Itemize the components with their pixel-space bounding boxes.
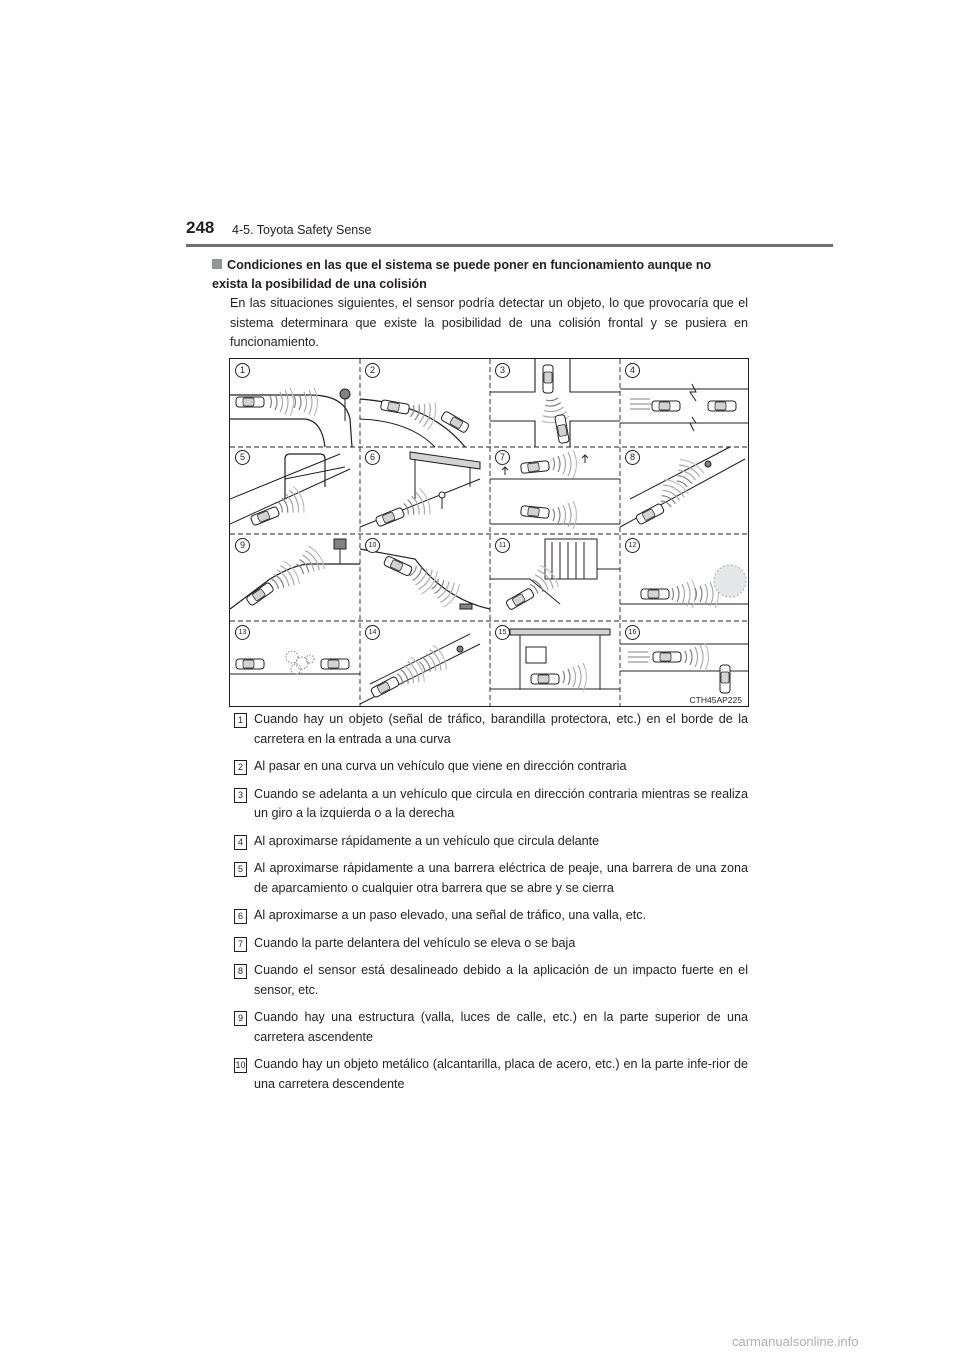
item-text: Al aproximarse a un paso elevado, una señal de tráfico, una valla, etc.	[254, 908, 647, 922]
panel-number-3: 3	[495, 363, 510, 378]
list-item	[234, 859, 748, 898]
item-number-badge: 8	[234, 964, 247, 979]
panel-number-9: 9	[235, 538, 250, 553]
item-text: Cuando hay un objeto (señal de tráfico, barandilla protectora, etc.) en el borde de la carretera en la entrada a una curva	[254, 712, 748, 746]
list-item	[234, 757, 748, 777]
panel-number-15: 15	[495, 625, 510, 640]
item-text: Cuando el sensor está desalineado debido a la aplicación de un impacto fuerte en el sensor, etc.	[254, 963, 748, 997]
item-number-badge: 10	[234, 1058, 247, 1073]
panel-number-12: 12	[625, 538, 640, 553]
panel-12-drawing	[620, 565, 749, 608]
item-number-badge: 1	[234, 713, 247, 728]
panel-number-16: 16	[625, 625, 640, 640]
panel-number-8: 8	[625, 450, 640, 465]
list-item	[234, 961, 748, 1000]
list-item	[234, 785, 748, 824]
item-number-badge: 6	[234, 909, 247, 924]
item-number-badge: 4	[234, 835, 247, 850]
list-item	[234, 710, 748, 749]
item-number-badge: 2	[234, 760, 247, 775]
square-bullet-icon	[212, 259, 222, 269]
panel-7-drawing	[490, 450, 620, 529]
panel-number-6: 6	[365, 450, 380, 465]
item-text: Al aproximarse rápidamente a una barrera eléctrica de peaje, una barrera de una zona de aparcamiento o cualquier otra barrera que se abre y se cierra	[254, 861, 748, 895]
list-item	[234, 906, 748, 926]
panel-11-drawing	[490, 539, 620, 610]
section-heading	[212, 256, 748, 294]
panel-1-drawing	[230, 388, 352, 447]
panel-number-14: 14	[365, 625, 380, 640]
panel-4-drawing	[620, 384, 749, 431]
panel-2-drawing	[360, 397, 470, 447]
list-item	[234, 934, 748, 954]
header-rule	[186, 244, 833, 247]
item-text: Cuando hay una estructura (valla, luces de calle, etc.) en la parte superior de una carretera ascendente	[254, 1010, 748, 1044]
list-item	[234, 832, 748, 852]
panel-number-1: 1	[235, 363, 250, 378]
item-text: Cuando la parte delantera del vehículo se eleva o se baja	[254, 935, 576, 950]
panel-number-2: 2	[365, 363, 380, 378]
list-item	[234, 1008, 748, 1047]
situation-list	[234, 710, 748, 1102]
panel-number-13: 13	[235, 625, 250, 640]
list-item	[234, 1055, 748, 1094]
item-number-badge: 7	[234, 937, 247, 952]
panel-14-drawing	[360, 634, 480, 704]
panel-15-drawing	[490, 629, 620, 691]
page-number: 248	[186, 218, 215, 237]
section-title: 4-5. Toyota Safety Sense	[232, 223, 372, 237]
panel-number-4: 4	[625, 363, 640, 378]
section-heading-text: Condiciones en las que el sistema se puede poner en funcionamiento aunque no exista la posibilidad de una colisión	[212, 258, 712, 291]
figure-code: CTH45AP225	[689, 695, 742, 705]
illustration-figure	[229, 358, 749, 707]
intro-paragraph: En las situaciones siguientes, el sensor podría detectar un objeto, lo que provocaría que el sistema determinara que existe la posibilidad de una colisión frontal y se pusiera en funcionamiento.	[230, 296, 748, 349]
panel-5-drawing	[230, 454, 350, 526]
panel-10-drawing	[360, 549, 490, 609]
panel-number-5: 5	[235, 450, 250, 465]
item-number-badge: 3	[234, 788, 247, 803]
item-number-badge: 5	[234, 862, 247, 877]
panel-9-drawing	[230, 539, 360, 609]
watermark: carmanualsonline.info	[732, 1334, 859, 1349]
item-text: Cuando hay un objeto metálico (alcantarilla, placa de acero, etc.) en la parte infe-rior de una carretera descendente	[254, 1057, 748, 1091]
panel-number-7: 7	[495, 450, 510, 465]
panel-16-drawing	[620, 643, 749, 693]
panel-13-drawing	[230, 651, 360, 674]
panel-number-11: 11	[495, 538, 510, 553]
item-text: Cuando se adelanta a un vehículo que circula en dirección contraria mientras se realiza un giro a la izquierda o a la derecha	[254, 786, 748, 820]
item-number-badge: 9	[234, 1011, 247, 1026]
panel-6-drawing	[360, 452, 480, 527]
item-text: Al aproximarse rápidamente a un vehículo que circula delante	[254, 833, 600, 848]
panel-number-10: 10	[365, 538, 380, 553]
item-text: Al pasar en una curva un vehículo que viene en dirección contraria	[254, 759, 627, 773]
illustration-svg	[230, 359, 749, 707]
